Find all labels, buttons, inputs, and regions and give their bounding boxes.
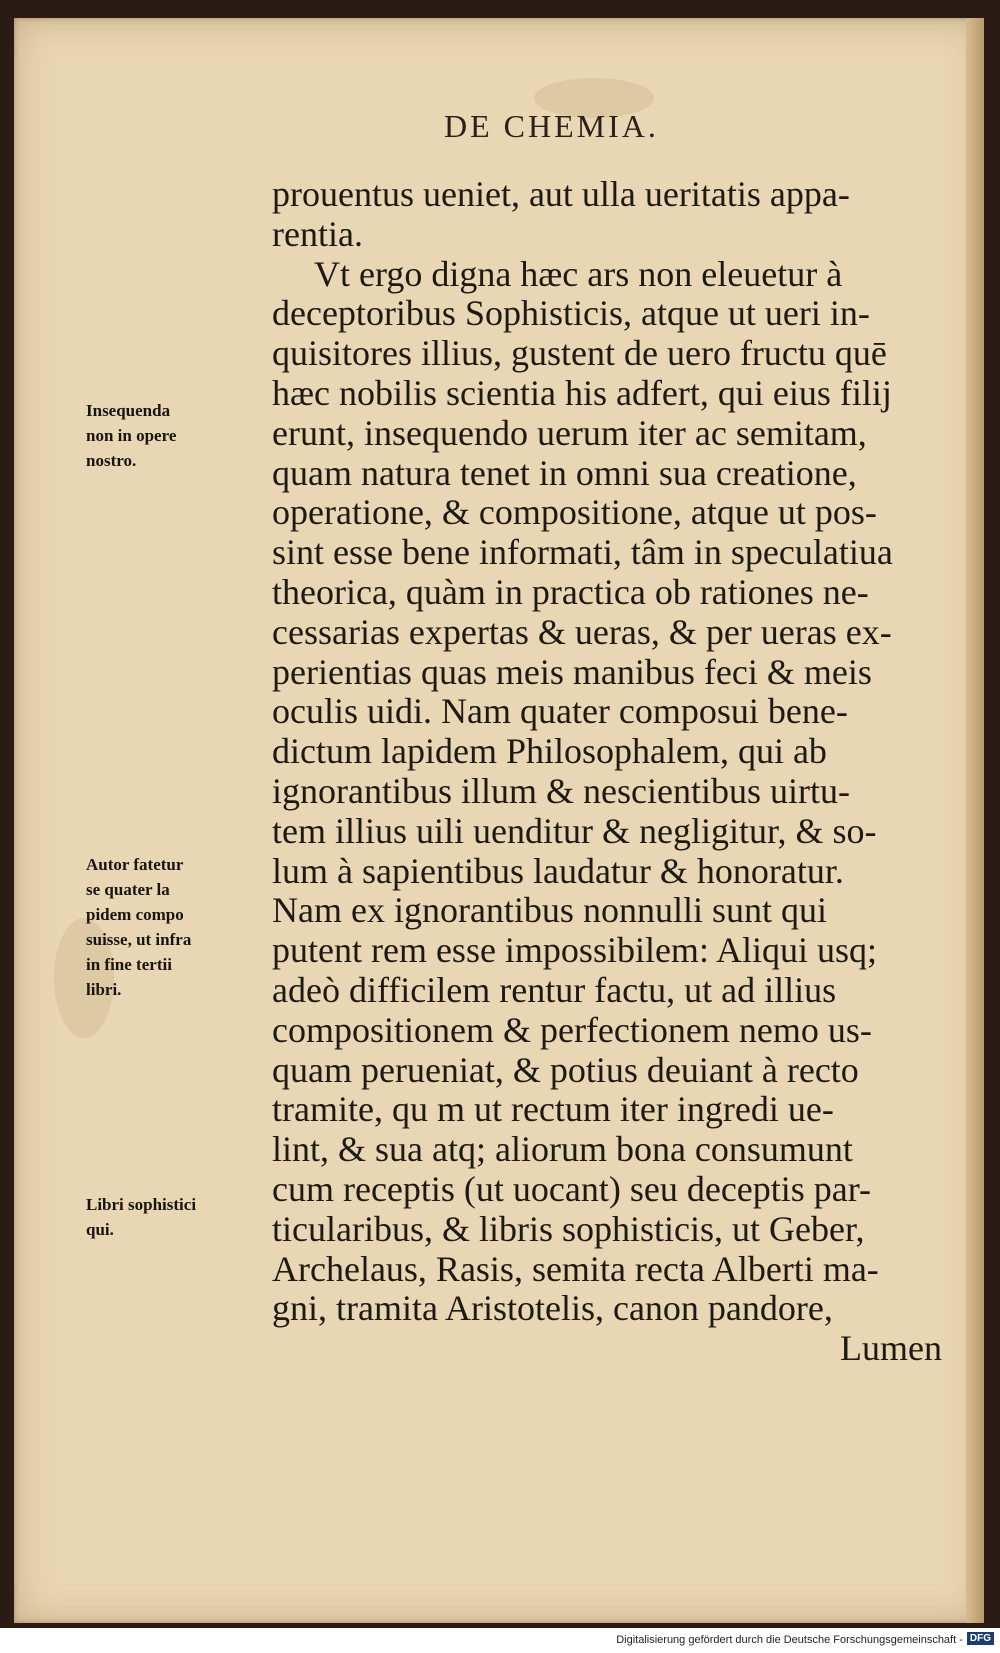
- text-line: theorica, quàm in practica ob rationes ne-: [272, 571, 869, 612]
- text-line: sint esse bene informati, tâm in speculatiua: [272, 532, 893, 573]
- catchword: Lumen: [840, 1328, 942, 1369]
- text-line: Archelaus, Rasis, semita recta Alberti ma-: [272, 1248, 879, 1289]
- margin-note-line: suisse, ut infra: [86, 930, 192, 949]
- text-line: deceptoribus Sophisticis, atque ut ueri in-: [272, 293, 870, 334]
- margin-note-line: libri.: [86, 980, 122, 999]
- text-line: quisitores illius, gustent de uero fructu quē: [272, 333, 887, 374]
- text-line: gni, tramita Aristotelis, canon pandore,: [272, 1288, 833, 1329]
- text-line: tem illius uili uenditur & negligitur, & so-: [272, 810, 877, 851]
- text-line: cum receptis (ut uocant) seu deceptis par-: [272, 1168, 872, 1209]
- digitization-footer: [0, 1628, 1000, 1653]
- margin-note-line: se quater la: [86, 880, 170, 899]
- text-line: quam natura tenet in omni sua creatione,: [272, 452, 857, 493]
- book-page: [14, 18, 984, 1623]
- margin-note-line: Libri sophistici: [86, 1195, 197, 1214]
- text-line: quam perueniat, & potius deuiant à recto: [272, 1049, 859, 1090]
- text-line: Vt ergo digna hæc ars non eleuetur à: [314, 253, 843, 294]
- margin-note-line: nostro.: [86, 451, 137, 470]
- footer-credit: Digitalisierung gefördert durch die Deutsche Forschungsgemeinschaft -: [616, 1634, 963, 1646]
- margin-note-line: Insequenda: [86, 401, 171, 420]
- text-line: compositionem & perfectionem nemo us-: [272, 1009, 872, 1050]
- text-line: adeò difficilem rentur factu, ut ad illius: [272, 969, 837, 1010]
- text-line: lum à sapientibus laudatur & honoratur.: [272, 850, 844, 891]
- text-line: ignorantibus illum & nescientibus uirtu-: [272, 770, 850, 811]
- text-line: perientias quas meis manibus feci & meis: [272, 651, 872, 692]
- margin-note-line: Autor fatetur: [86, 855, 184, 874]
- margin-note-insequenda: [86, 398, 261, 473]
- text-line: putent rem esse impossibilem: Aliqui usq;: [272, 930, 877, 971]
- margin-note-line: qui.: [86, 1220, 114, 1239]
- page-edge: [966, 18, 984, 1623]
- margin-note-autor: [86, 852, 261, 1002]
- text-line: lint, & sua atq; aliorum bona consumunt: [272, 1129, 853, 1170]
- margin-note-libri: [86, 1192, 261, 1242]
- margin-note-line: pidem compo: [86, 905, 184, 924]
- text-line: tramite, qu m ut rectum iter ingredi ue-: [272, 1089, 834, 1130]
- text-line: dictum lapidem Philosophalem, qui ab: [272, 731, 827, 772]
- text-line: Nam ex ignorantibus nonnulli sunt qui: [272, 890, 827, 931]
- text-line: prouentus ueniet, aut ulla ueritatis appa-: [272, 174, 850, 214]
- text-line: rentia.: [272, 213, 363, 254]
- margin-note-line: non in opere: [86, 426, 177, 445]
- text-line: oculis uidi. Nam quater composui bene-: [272, 691, 848, 732]
- text-line: erunt, insequendo uerum iter ac semitam,: [272, 412, 867, 453]
- main-text-block: [272, 175, 942, 1369]
- running-head: DE CHEMIA.: [444, 108, 659, 144]
- text-line: ticularibus, & libris sophisticis, ut Geber,: [272, 1208, 865, 1249]
- text-line: cessarias expertas & ueras, & per ueras ex-: [272, 611, 892, 652]
- margin-note-line: in fine tertii: [86, 955, 172, 974]
- text-line: hæc nobilis scientia his adfert, qui eius filij: [272, 372, 892, 413]
- text-line: operatione, & compositione, atque ut pos-: [272, 492, 877, 533]
- dfg-logo: DFG: [967, 1632, 994, 1645]
